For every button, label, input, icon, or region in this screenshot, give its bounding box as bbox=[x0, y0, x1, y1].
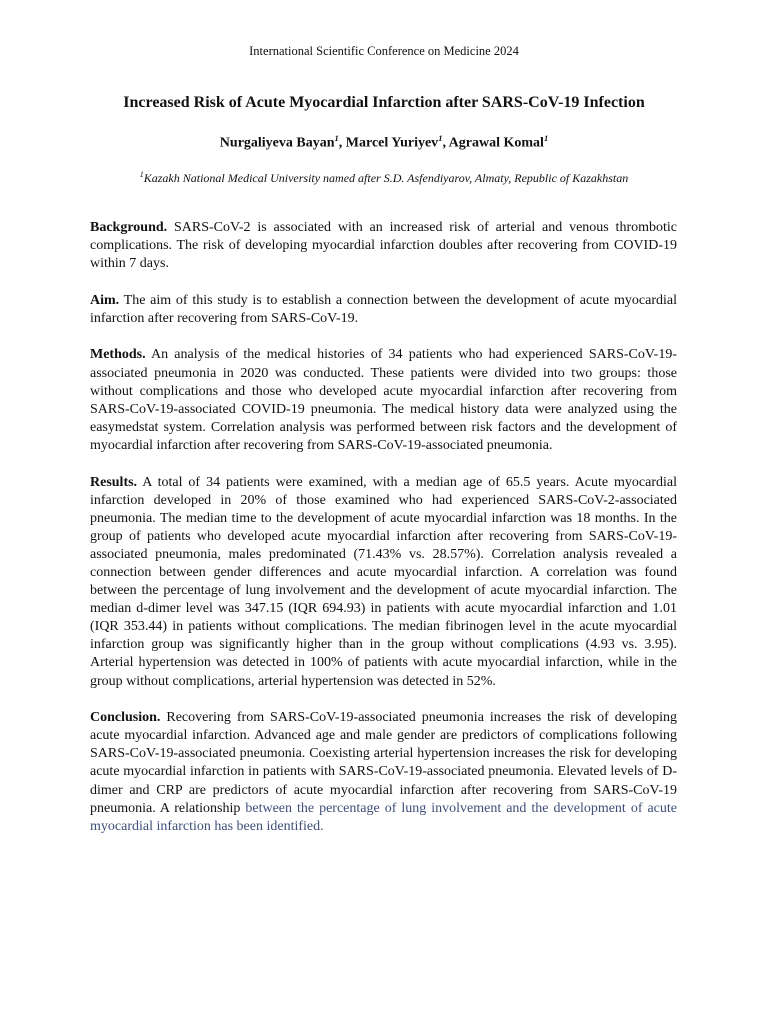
author-separator: , bbox=[442, 135, 449, 151]
conclusion-highlight-text: between the percentage of lung involvement and the development of acute myocardial infarction has been identified. bbox=[90, 800, 678, 834]
author-separator: , bbox=[338, 135, 346, 151]
author-name: Agrawal Komal bbox=[448, 135, 544, 151]
author-affiliation-mark: 1 bbox=[334, 133, 339, 143]
conference-header: International Scientific Conference on Medicine 2024 bbox=[249, 44, 519, 58]
methods-heading: Methods. bbox=[90, 347, 146, 363]
author-affiliation-mark: 1 bbox=[543, 133, 549, 143]
paper-title: Increased Risk of Acute Myocardial Infarction after SARS-CoV-19 Infection bbox=[123, 94, 645, 111]
author-name: Nurgaliyeva Bayan bbox=[219, 135, 335, 151]
conclusion-heading: Conclusion. bbox=[90, 710, 161, 726]
aim-paragraph bbox=[90, 292, 677, 328]
affiliation-mark: 1 bbox=[139, 170, 144, 179]
author-name: Marcel Yuriyev bbox=[345, 135, 439, 151]
affiliation-text: Kazakh National Medical University named after S.D. Asfendiyarov, Almaty, Republic of Kazakhstan bbox=[143, 171, 629, 185]
background-text: SARS-CoV-2 is associated with an increased risk of arterial and venous thrombotic complications. The risk of developing myocardial infarction doubles after recovering from COVID-19 within 7 days. bbox=[90, 220, 677, 272]
author-list bbox=[0, 133, 768, 152]
conclusion-paragraph bbox=[90, 709, 677, 836]
background-heading: Background. bbox=[90, 220, 168, 235]
results-text: A total of 34 patients were examined, with a median age of 65.5 years. Acute myocardial infarction developed in 20% of those examined who had experienced SARS-CoV-2-associated pneumonia. The median time to the development of acute myocardial infarction was 18 months. In the group of patients who developed acute myocardial infarction after recovering from SARS-CoV-19-associated pneumonia, males predominated (71.43% vs. 28.57%). Correlation analysis revealed a connection between gender differences and acute myocardial infarction. A correlation was found between the percentage of lung involvement and the development of acute myocardial infarction. The median d-dimer level was 347.15 (IQR 694.93) in patients with acute myocardial infarction and 1.01 (IQR 353.44) in patients without complications. The median fibrinogen level in the acute myocardial infarction group was significantly higher than in the group without complications (4.93 vs. 3.95). Arterial hypertension was detected in 100% of patients with acute myocardial infarction, while in the group without complications, arterial hypertension was detected in 52%. bbox=[90, 474, 677, 689]
results-paragraph bbox=[90, 474, 677, 691]
author-affiliation-mark: 1 bbox=[438, 133, 443, 143]
background-paragraph bbox=[90, 219, 677, 273]
aim-text: The aim of this study is to establish a connection between the development of acute myocardial infarction after recovering from SARS-CoV-19. bbox=[90, 292, 677, 326]
aim-heading: Aim. bbox=[90, 292, 120, 308]
abstract-body bbox=[90, 219, 677, 854]
methods-paragraph bbox=[90, 346, 677, 455]
methods-text: An analysis of the medical histories of 34 patients who had experienced SARS-CoV-19-associated pneumonia in 2020 was conducted. These patients were divided into two groups: those without complications and those who developed acute myocardial infarction after recovering from SARS-CoV-19-associated COVID-19 pneumonia. The medical history data were analyzed using the easymedstat system. Correlation analysis was performed between risk factors and the development of myocardial infarction after recovering from SARS-CoV-19-associated pneumonia. bbox=[90, 347, 677, 453]
conclusion-text: Recovering from SARS-CoV-19-associated pneumonia increases the risk of developing acute myocardial infarction. Advanced age and male gender are predictors of complications following SARS-CoV-19-associated pneumonia. Coexisting arterial hypertension increases the risk for developing acute myocardial infarction in patients with SARS-CoV-19-associated pneumonia. Elevated levels of D-dimer and CRP are predictors of acute myocardial infarction after recovering from SARS-CoV-19 pneumonia. A relationship bbox=[90, 710, 677, 816]
affiliation bbox=[0, 170, 768, 186]
results-heading: Results. bbox=[90, 474, 138, 490]
